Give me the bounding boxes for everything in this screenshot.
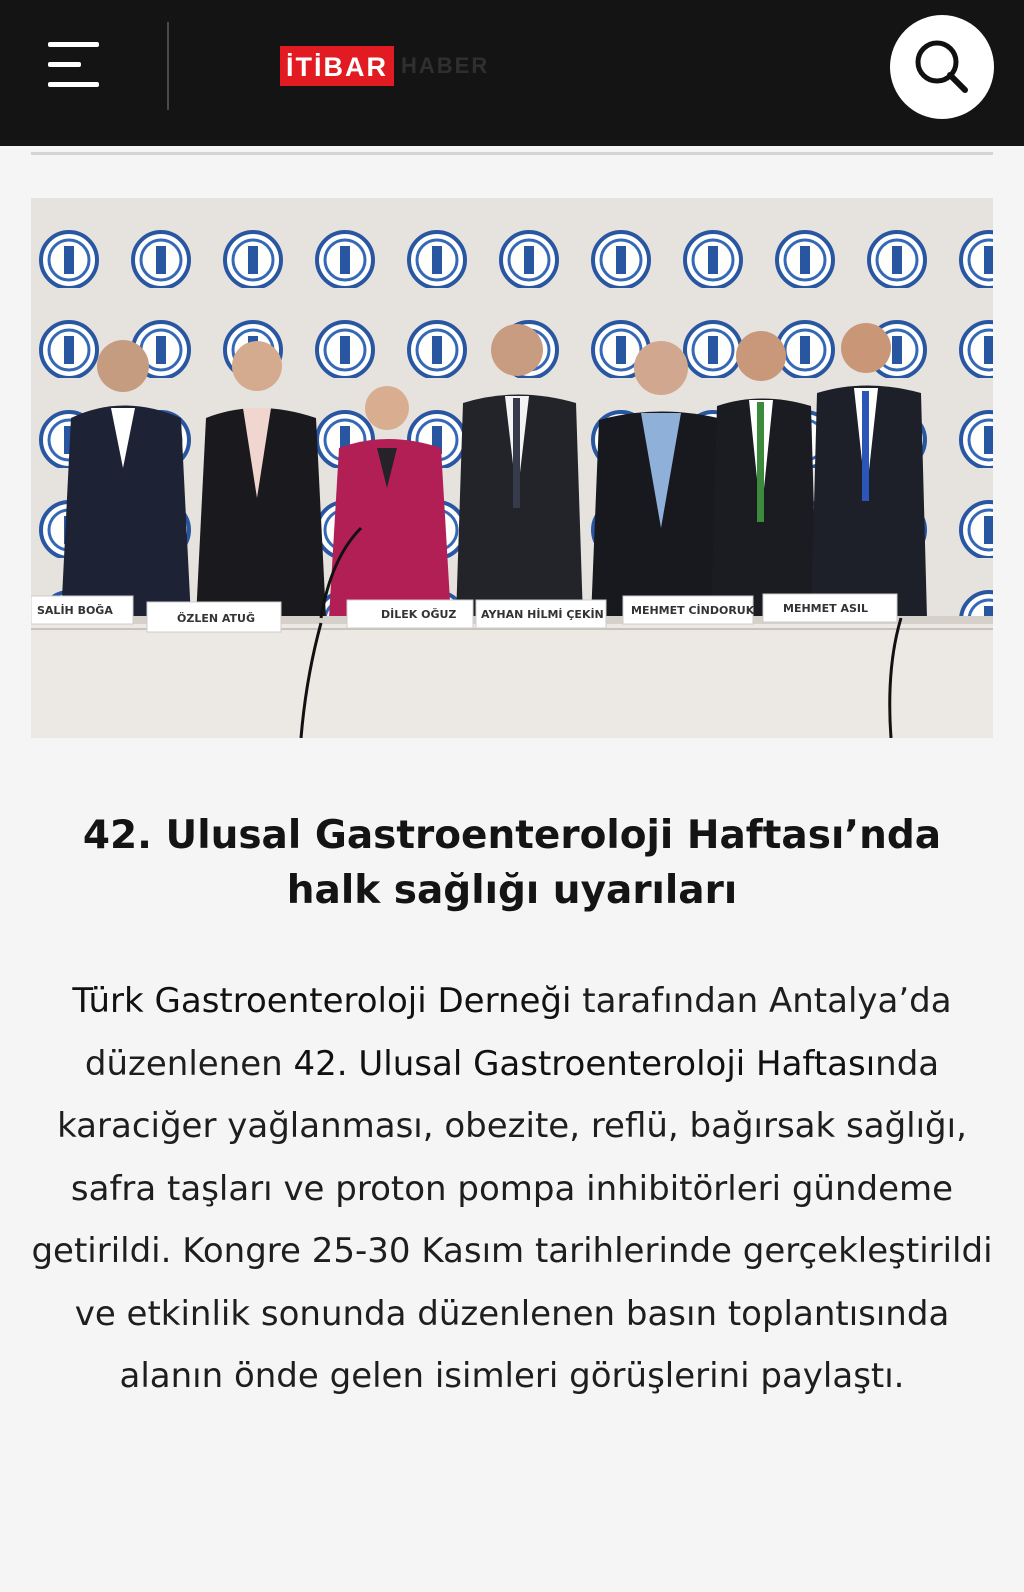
article-hero-image[interactable] — [31, 198, 993, 738]
name-card-1: SALİH BOĞA — [37, 604, 113, 617]
name-card-6: MEHMET ASIL — [783, 602, 868, 615]
name-card-4: AYHAN HİLMİ ÇEKİN — [481, 608, 604, 621]
site-logo[interactable] — [280, 44, 489, 88]
article-title-line2: halk sağlığı uyarıları — [286, 868, 738, 913]
lead-text-1: tarafından Antalya’da düzenlenen — [84, 981, 952, 1084]
name-card-5: MEHMET CİNDORUK — [631, 604, 755, 617]
search-button[interactable] — [890, 15, 994, 119]
lead-event-name: 42. Ulusal Gastroenteroloji Haftası — [293, 1043, 876, 1084]
header-divider — [167, 22, 169, 110]
header-rule — [31, 152, 993, 155]
site-header — [0, 0, 1024, 146]
article-lead — [28, 970, 996, 1408]
search-icon — [912, 37, 972, 97]
lead-organization: Türk Gastroenteroloji Derneği — [72, 981, 572, 1021]
lead-text-2: nda karaciğer yağlanması, obezite, reflü, bağırsak sağlığı, safra taşları ve proton pompa inhibitörleri gündeme getirildi. Kongre 25-30 Kasım tarihlerinde gerçekleştirildi ve etkinlik sonunda düzenlenen basın toplantısında alanın önde gelen isimleri görüşlerini paylaştı. — [31, 1043, 993, 1396]
logo-sub-text: HABER — [401, 53, 490, 78]
press-conference-photo — [31, 198, 993, 738]
article-title — [50, 808, 974, 918]
logo-main-text: İTİBAR — [280, 46, 394, 86]
article-title-line1: 42. Ulusal Gastroenteroloji Haftası’nda — [82, 813, 942, 858]
name-card-3: DİLEK OĞUZ — [381, 608, 457, 621]
hamburger-menu-icon[interactable] — [44, 38, 102, 92]
name-card-2: ÖZLEN ATUĞ — [177, 612, 256, 625]
